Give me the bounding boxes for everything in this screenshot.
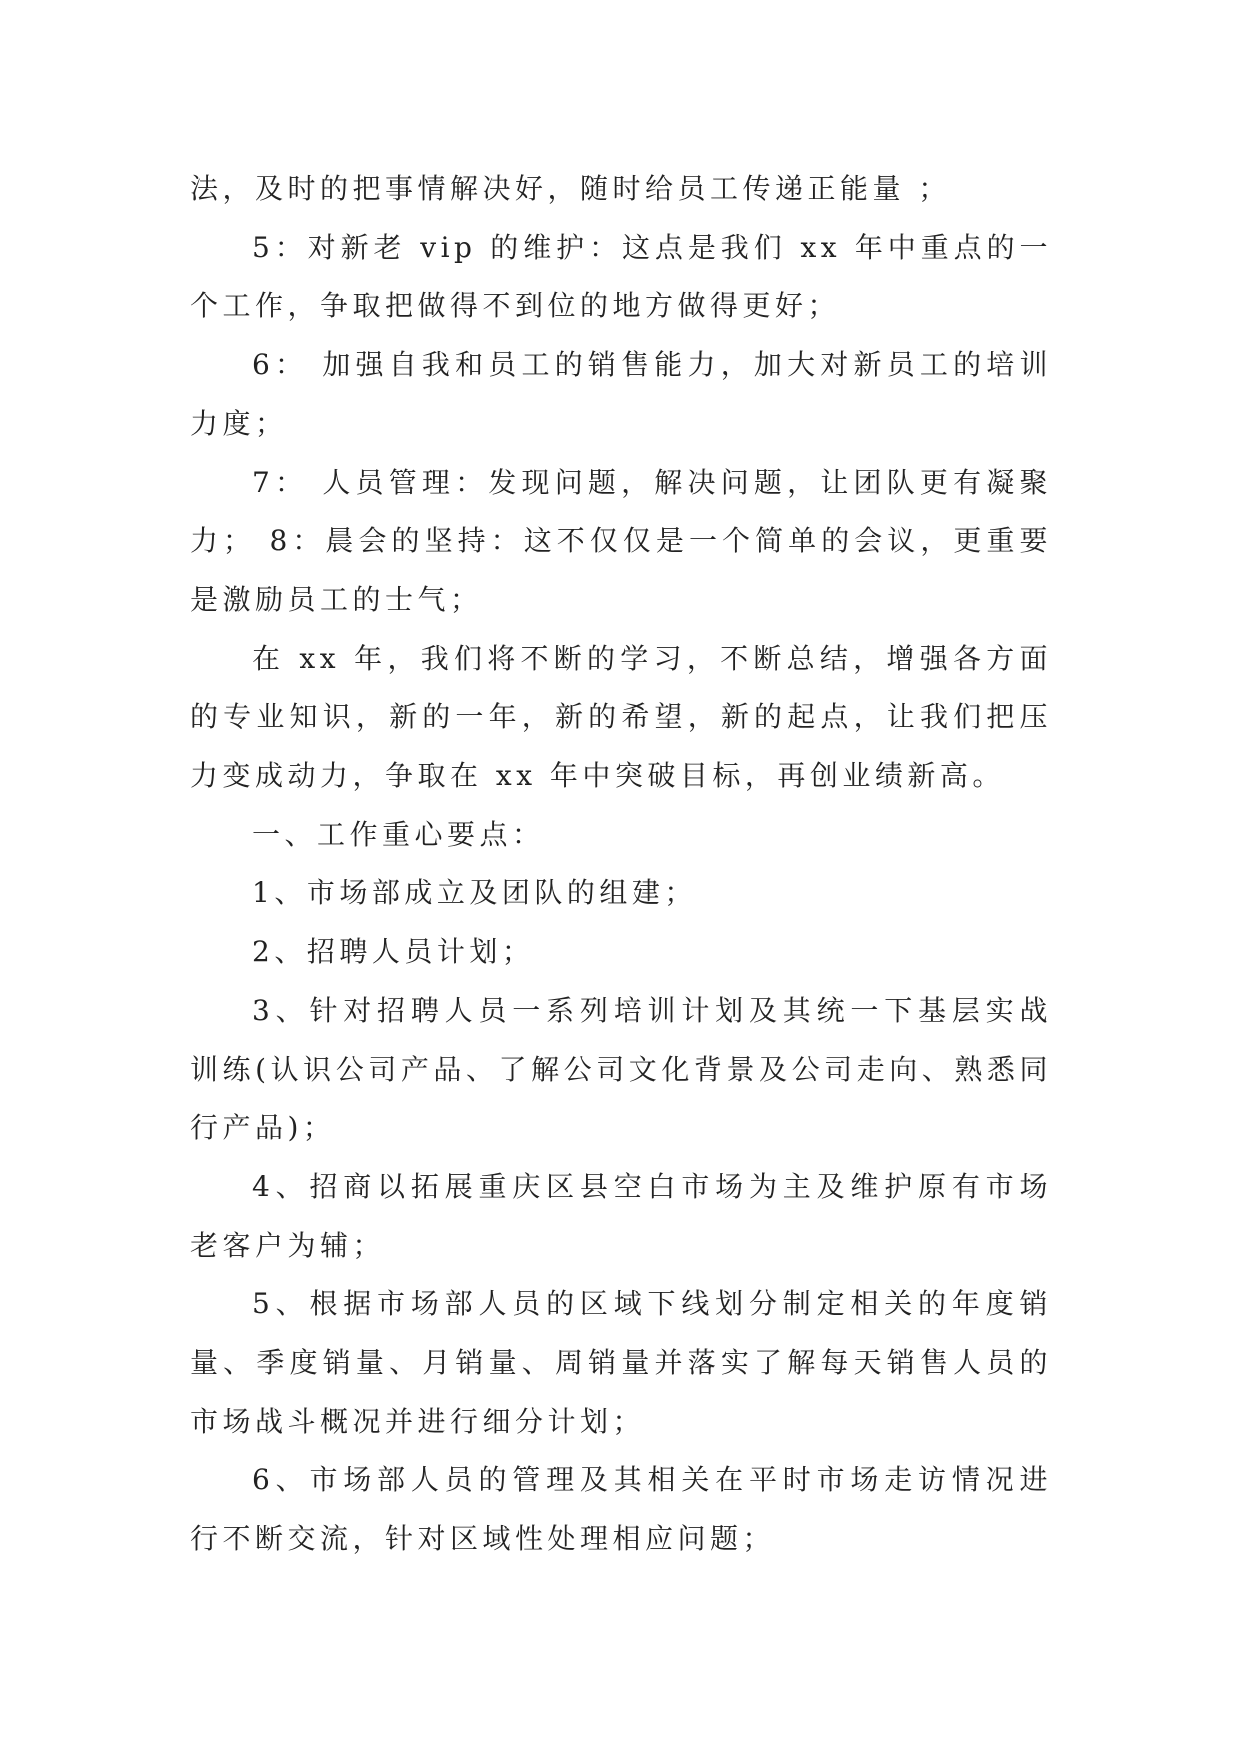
list-item-staff-communication: 6、市场部人员的管理及其相关在平时市场走访情况进行不断交流，针对区域性处理相应问题； xyxy=(190,1463,1052,1556)
list-item-investment-promotion: 4、招商以拓展重庆区县空白市场为主及维护原有市场老客户为辅； xyxy=(190,1169,1052,1262)
list-item-market-department: 1、市场部成立及团队的组建； xyxy=(252,876,697,910)
section-heading-work-focus: 一、工作重心要点： xyxy=(252,817,545,851)
list-item-sales-targets: 5、根据市场部人员的区域下线划分制定相关的年度销量、季度销量、月销量、周销量并落实了解每天销售人员的市场战斗概况并进行细分计划； xyxy=(190,1287,1052,1438)
list-item-recruitment-plan: 2、招聘人员计划； xyxy=(252,935,535,969)
paragraph-continuation: 法，及时的把事情解决好，随时给员工传递正能量 ； xyxy=(190,172,951,205)
paragraph-year-outlook: 在 xx 年，我们将不断的学习，不断总结，增强各方面的专业知识，新的一年，新的希望，新的起点，让我们把压力变成动力，争取在 xx 年中突破目标，再创业绩新高。 xyxy=(190,641,1052,793)
paragraph-vip-maintenance: 5：对新老 vip 的维护：这点是我们 xx 年中重点的一个工作，争取把做得不到位的地方做得更好； xyxy=(190,230,1052,323)
paragraph-staff-management: 7： 人员管理：发现问题，解决问题，让团队更有凝聚力； 8：晨会的坚持：这不仅仅是一个简单的会议，更重要是激励员工的士气； xyxy=(190,465,1052,616)
paragraph-sales-ability: 6： 加强自我和员工的销售能力，加大对新员工的培训力度； xyxy=(190,348,1052,440)
list-item-training-plan: 3、针对招聘人员一系列培训计划及其统一下基层实战训练(认识公司产品、了解公司文化背景及公司走向、熟悉同行产品)； xyxy=(190,993,1052,1145)
document-body xyxy=(190,160,1052,1569)
